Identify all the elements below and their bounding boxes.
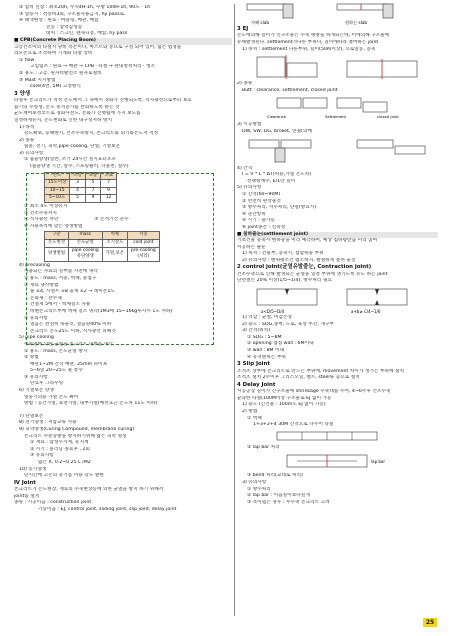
line: ⑥ joint종간 : 신축성 xyxy=(242,224,286,230)
line: ① flow xyxy=(19,57,35,63)
table-header: 온도 xyxy=(45,172,70,180)
figure-label: Settlement xyxy=(325,114,347,120)
line: 온화제 : 잔수제 xyxy=(30,295,62,301)
slab-shape xyxy=(281,140,311,148)
line: 건조수축으로 인해 발생되는 균열을 일정 부위에 생기도록 유도 하는 joint xyxy=(237,271,388,277)
joint-part xyxy=(303,98,327,108)
line: ③ Mast 지지방법 xyxy=(19,77,56,83)
table-cell: 7 xyxy=(85,187,100,195)
lap-bar-figure xyxy=(237,451,437,473)
table-cell: 3 xyxy=(70,180,85,188)
section-heading-curing: 3 양생 xyxy=(14,90,31,97)
beam-shape xyxy=(383,4,393,18)
line: 3) 시공방법 xyxy=(237,122,262,128)
table-cell: 콘도균열 xyxy=(68,240,102,248)
building-joint-figure xyxy=(237,53,437,81)
line: 1) 위치 : 건물부, 증축시, 접합하중 부위 xyxy=(242,251,324,257)
line: ③ 유의사항 xyxy=(24,315,48,321)
line: 균과한 타설(100M이상 구조물로 EJ 없이 가능 xyxy=(237,395,332,401)
construction-method-figure xyxy=(237,136,437,166)
line: ① 재료 : 합성수지계, 유지계 xyxy=(30,440,89,446)
line: 4) precooling xyxy=(19,262,50,268)
line: ② 재료 냉각방법 xyxy=(24,282,59,288)
line: ③ 압송시 : 선송비3회, 구조물사용금지, hy pass로. xyxy=(19,11,126,17)
slab-shape xyxy=(357,140,393,148)
line: 조적조 설치 2주이후 그리스오일, 벨트, steel류 등으로 설치 xyxy=(237,375,360,381)
line: 일정하게유지, 온도변화로 인한 내구성저하 방지 xyxy=(14,117,113,123)
section-heading-joint: Ⅳ Joint xyxy=(14,479,36,486)
table-cell: 5~10도 xyxy=(45,195,70,203)
line: ③ 유의사항 xyxy=(24,374,48,380)
section-heading-control-joint: 2 control joint(균열유발줄눈, Contraction joint) xyxy=(237,264,372,271)
line: 조적조 상부에 콘크리트로 만드는 부위에, movement 차이가 생기는 부위에 설치 xyxy=(237,368,405,374)
line: Butt : clearance, settlement, closed joint xyxy=(242,87,338,93)
line: 2) 종류 xyxy=(237,81,253,87)
line: DW, SW, DG, broket, 연철(의배 xyxy=(242,128,312,134)
line: 단면결손 20% 이상(1/5~1/4), 방수처리 필요 xyxy=(237,278,332,284)
line: ④ 준간항위 xyxy=(242,211,266,217)
line: ② 방법 xyxy=(24,355,39,361)
joint-part xyxy=(363,102,387,112)
line: 습기의 수칭성, 온도 충격증가를 완화하도록 하는 것 xyxy=(14,104,120,110)
line: 수화열에 의한 균열을 콘크리트 내부를 냉각 xyxy=(24,341,113,347)
line: ① 용도 : mass, 온도균열 방지 xyxy=(24,348,88,354)
line: 배관1~2M 간격 배관, 25mm 파이프 xyxy=(30,361,108,367)
line: 기초건물 중축시 변하중을 미리 예측하여, 예상 침하량만큼 미리 높여 xyxy=(237,238,378,244)
page-number: 25 xyxy=(423,618,437,627)
joint-types-figure xyxy=(237,94,437,122)
line: 얇은 Ⅹ, 0.2~0.25 L /M2 xyxy=(38,460,91,465)
joint-part xyxy=(277,98,301,108)
line: 탄료후 그라우팅 xyxy=(30,381,64,387)
line: 건설재 5에서 - 액체질소 사용 xyxy=(30,302,91,308)
table-cell: 15도이상 xyxy=(45,180,70,188)
line-part: ⑤ 온적기간 준수 xyxy=(94,217,129,223)
line: ② lap bar 처리 xyxy=(247,444,280,450)
table-cell: cold joint xyxy=(128,240,160,248)
line: ① 벽체 xyxy=(247,415,262,421)
line: 얼음은 완전히 녹을것, 얼음양40% 이하 xyxy=(30,322,112,328)
beam-shape xyxy=(275,148,285,162)
line: 2) 용도 : SOG,종벽, 도로, 육상 무간, 개구부 xyxy=(242,321,334,327)
line: 선팽창계수, E/1만 길이 xyxy=(247,178,296,184)
control-joint-figure xyxy=(237,285,437,315)
cell-line: pipe cooling xyxy=(71,247,99,253)
figure-label: Clearance xyxy=(267,114,287,120)
line: ① 간격(60~90M) xyxy=(242,191,281,197)
line: 1+3+2+4 30M 간격으로 나누어 타설 xyxy=(253,422,334,428)
line: 온도에의해 길이가 인구조물은 수축 팽창을 하게되는데, 이에의해 구조물에 xyxy=(237,33,390,39)
table-cell: 가열,보온 xyxy=(102,247,127,261)
table-cell: 10~15 xyxy=(45,187,70,195)
table-cell: 9 xyxy=(101,187,116,195)
table-header: 벽체 xyxy=(102,232,127,240)
beam-shape xyxy=(283,4,293,18)
line: 1) 목적 xyxy=(19,124,35,130)
line: 7) 단열보온 xyxy=(19,413,44,419)
line: 시공공장 길이가 긴구조물에 shrinkage 수축대를 두어, 4~6주후 건조수축 xyxy=(237,389,391,395)
line: ① SOG : 5~8M xyxy=(247,334,282,340)
line: ④ 패색현상 : 원료 · 마플링, 배관, 배합 xyxy=(19,18,99,24)
section-heading-ej: 3 EJ xyxy=(237,26,249,32)
table-cell: 조기강도 xyxy=(102,240,127,248)
delay-joint-wall-figure xyxy=(237,429,437,445)
line: ② 시기 : 블리딩 종료후 , 2회 xyxy=(30,446,90,452)
line: ⑥ 사용목적에 맞는 양생방법 xyxy=(24,223,83,229)
line: 타설후 콘크리트가 적정 온도에서 그 속에서 경화가 진행되도록, 직사광선으로부터 보호 xyxy=(14,98,192,104)
line-part: ④ 직사광선 차단 xyxy=(24,217,59,223)
figure-label: a+b≥ C/4~1/6 xyxy=(351,309,381,315)
slab-shape xyxy=(247,4,287,10)
line: 강도확보, 동해방지, 건조수축방지, 콘크리트와 외기와온도저 적정 xyxy=(24,131,159,137)
line: 2) 방법 xyxy=(242,409,258,414)
line: core(4면, 5M) 고정방식 xyxy=(30,84,81,90)
table-cell: 5 xyxy=(70,195,85,203)
table-header: 구분 xyxy=(45,232,69,240)
line: I = V * L * ΔT(허용,가열 온도차) xyxy=(242,172,312,178)
line: 균도계여보정코트로 경화사전도, 콘화가 진행됨에 가지 보도를 xyxy=(14,111,141,117)
line: ② opening 접점 wall : 6M이내 xyxy=(247,341,314,347)
line: 1) 역할 : 균열, 미감손상 xyxy=(242,315,293,321)
line: ⑤ 시기 : 풀가능 xyxy=(242,218,275,224)
table-cell: 4 xyxy=(70,187,85,195)
line: ③ 폭이넓은 경우 : 무수축 콘크리트 고려 xyxy=(247,499,330,505)
line: 진동 : 압력감성승 xyxy=(46,24,83,30)
table-cell: 12 xyxy=(101,195,116,203)
figure-label: a<D/5~D/4 xyxy=(261,309,285,315)
line: 고층건조미의 타설시 당비 폭콘이나, 마스트와 봉으로 구성 되어 있어, 넓은 범경을 xyxy=(14,44,182,50)
line: 물 ±4, 시멘트 ±8 골재 ±2 → 레미콘1도 xyxy=(30,289,115,295)
section-heading-delay-joint: 4 Delay Joint xyxy=(237,381,276,388)
slab-shape xyxy=(249,140,279,148)
line: 6) 기열보온 양생 xyxy=(19,388,54,394)
line: 10) 증기양생 xyxy=(19,466,47,472)
line: ② 최소 4도 이상유지 xyxy=(24,204,68,210)
line: 유해발생된다. settlement가다른 부위나, 길이에따라 결여하는 joint xyxy=(237,40,379,45)
line: ③ 방수처리, 지수처리, 단열(방효시) xyxy=(242,205,317,211)
table-cell: 5 xyxy=(85,180,100,188)
table-cell: 9 xyxy=(85,195,100,203)
right-column xyxy=(237,0,438,506)
line: ① 용도 : mass, 서중, 벽체, 중점구 xyxy=(24,275,97,281)
line: ③ bend 처리(교대로 처리) xyxy=(247,473,303,479)
line: ④ 유격변위는 부위 xyxy=(247,354,286,360)
line: 콘크리트 수분증발을 방지하기위해 얇은 피막 형성 xyxy=(24,433,127,439)
table-cell: 양생방법 xyxy=(45,247,69,261)
line: 종류 : 시공이음 : construction joint xyxy=(14,500,92,506)
section-heading-cpb: ■ CPB(Concrete Placing Boom) xyxy=(14,38,232,45)
line: 단시간에 고온의 증기를 이용 강도 발현 xyxy=(24,473,104,479)
line: 3) 간격(위치) xyxy=(242,328,271,334)
section-heading-slip-joint: 3 Slip Joint xyxy=(237,361,270,368)
line: 5) pipe cooling xyxy=(19,335,54,341)
cell-line: 유단양생 xyxy=(76,254,94,260)
line: 기능이음 : EJ, control joint, sliding joint, slip joint, delay joint xyxy=(38,506,177,512)
line: ② 용도 : 고층, 원자력발전소 원자로설비 xyxy=(19,70,102,76)
line: 3) 유의사항 xyxy=(19,150,44,156)
line: 리모콘으로 조작하여 기계화 타설 장비 xyxy=(14,51,93,57)
column-divider xyxy=(234,4,235,616)
line: 콘크리트 온도25도 이하, 직사광선 피해것 xyxy=(30,328,116,334)
line: 1) 위치 : settlement 다른부위, 길이(50m이상), 으로일동, 증축 xyxy=(242,46,376,52)
line: 대처 : 스크린, 펜속디봉, 배압, hy pass xyxy=(46,31,128,37)
highlight-box xyxy=(26,173,214,345)
section-heading-settlement: ■ 침하줄눈(settlement joint) xyxy=(237,232,438,239)
line: ① 방수처리 xyxy=(247,486,271,492)
line: 5~6일 20~25도 물 통수 xyxy=(30,368,83,374)
table-header: 조강 xyxy=(70,172,85,180)
table-header: mass xyxy=(68,232,102,240)
line: joint를 설치 xyxy=(14,493,40,499)
line: (습윤양생 기간, 살수, 스프링클러, 더블천, 살수) xyxy=(30,164,129,170)
line: 9) 피막양생(Curing Compound, membrane curing) xyxy=(19,427,135,433)
table-cell: 7 xyxy=(101,180,116,188)
line: 콘크리트가 온도현장, 재료의 수축현상등에 의한 균열을 방지 하기 위해서 xyxy=(14,487,164,493)
figure-label: lap bar xyxy=(371,459,386,465)
line: ③ wall : 8M 이내 xyxy=(247,348,285,354)
cell-line: pre-cooling xyxy=(131,247,156,253)
figure-label: 원하는 slab xyxy=(345,20,368,25)
line: 2) 유의사항 : 변위평조건 범소하지, 발설하게 폴려 둘것 xyxy=(242,257,356,263)
table-header: 서중 xyxy=(128,232,160,240)
line: 비벤콘크리트부에 액체 질소 냉각(1M3에 15~16kg투사시 1도 저하) xyxy=(30,308,173,314)
line: 1) 용도 (긴건물 : 100m도 EJ 없이 가능) xyxy=(242,402,326,408)
line: 8) 전기양생 : 저압교류 사용 xyxy=(19,420,77,426)
line: ② lap bar : 이음길이보다깊게 xyxy=(247,493,310,499)
slab-shape xyxy=(395,146,425,154)
line: 열풍기의용 가열 온도 확어 xyxy=(24,394,79,400)
line: ② 압력 신장 : 최초20h, 수직4H·1h, 수평 100H·1h, 90도 · 1h xyxy=(19,5,151,10)
line: 고임림조 : 원료 → 배관 → CPB · 타설 → 관내청정처리 · 청소 xyxy=(30,64,156,70)
slab-shape xyxy=(337,4,387,10)
line: ③ 유의사항 xyxy=(30,453,54,459)
line: 사용되는 자료의 일부를 사전에 냉각 xyxy=(24,269,98,275)
table-header: 고로 xyxy=(101,172,116,180)
building-shape xyxy=(257,57,285,77)
line: 방법 : 공간가열, 표면가열, 내부가열(배선요근 온도차 11도 이하) xyxy=(24,401,158,407)
line: ② 완전히 판작물것 xyxy=(242,198,281,204)
cell-line: (처리) xyxy=(137,254,150,260)
slab-joint-figure xyxy=(237,0,437,26)
line: ① 습윤양생(일반, 조기 24시간 절지표터포포 xyxy=(24,157,116,163)
line: 습윤, 전기, 피막,pipe cooling, 단열, 기열보온 xyxy=(24,144,121,150)
building-shape xyxy=(287,63,317,77)
figure-label: 가해 slab xyxy=(251,20,269,25)
table-header: 보통 xyxy=(85,172,100,180)
line: 시공하는 줄눈 xyxy=(237,244,266,250)
line: 4) 간격 xyxy=(237,165,253,171)
line: 3) 유의사항 xyxy=(242,479,267,485)
table-cell: 온도변경 xyxy=(45,240,69,248)
line: ③ 건조수축저지 xyxy=(24,210,57,216)
line: 5) 유의사항 xyxy=(237,185,262,191)
joint-part xyxy=(337,98,361,108)
line: 2) 종류 xyxy=(19,137,35,143)
figure-label: closed joint xyxy=(377,114,399,120)
